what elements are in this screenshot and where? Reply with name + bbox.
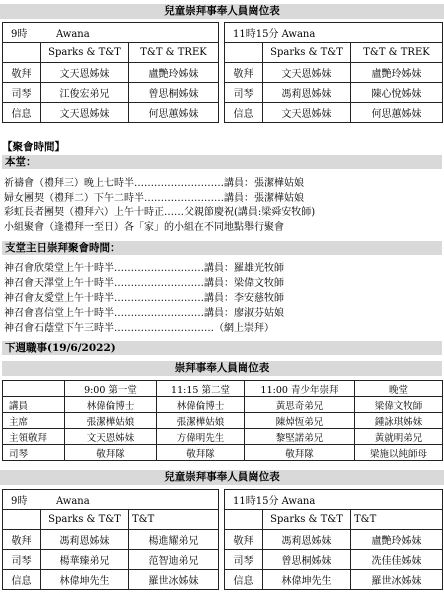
next-week-roster-table xyxy=(2,380,443,461)
role-label: 司琴 xyxy=(225,83,263,103)
col-header: 11:15 第二堂 xyxy=(157,381,245,397)
table-row xyxy=(3,550,443,570)
roster-cell: 方偉明先生 xyxy=(157,429,245,445)
col-header xyxy=(3,381,65,397)
top-children-roster-table xyxy=(2,22,443,123)
roster-cell: 冼佳佳姊妹 xyxy=(351,550,443,570)
roster-cell: 何思蕙姊妹 xyxy=(129,103,219,123)
roster-cell: 張潔樺姑娘 xyxy=(157,413,245,429)
roster-cell: 敬拜隊 xyxy=(157,445,245,461)
roster-cell: 楊華臻弟兄 xyxy=(41,550,129,570)
col-header: 11:00 青少年崇拜 xyxy=(245,381,355,397)
table-row xyxy=(3,429,443,445)
bottom-children-roster-table xyxy=(2,489,443,590)
roster-cell: 范智迪弟兄 xyxy=(129,550,219,570)
roster-cell: 林偉坤先生 xyxy=(263,570,351,590)
roster-cell: 張潔樺姑娘 xyxy=(65,413,157,429)
next-week-heading: 下週職事(19/6/2022) xyxy=(2,341,442,355)
empty-cell xyxy=(3,43,41,63)
roster-cell: 江俊宏弟兄 xyxy=(41,83,129,103)
role-label: 信息 xyxy=(225,570,263,590)
table-row xyxy=(3,397,443,413)
roster-cell: 敬拜隊 xyxy=(245,445,355,461)
roster-cell: 文天恩姊妹 xyxy=(41,63,129,83)
roster-cell: 文天恩姊妹 xyxy=(263,63,351,83)
role-label: 講員 xyxy=(3,397,65,413)
bottom-roster-title: 兒童崇拜事奉人員崗位表 xyxy=(0,470,444,485)
branch-line: 神召會欣榮堂上午十時半………………………講員：羅雄光牧師 xyxy=(4,263,284,274)
roster-cell: 文天恩姊妹 xyxy=(65,429,157,445)
roster-cell: 黎堅諾弟兄 xyxy=(245,429,355,445)
roster-cell: 羅世冰姊妹 xyxy=(129,570,219,590)
meeting-line: 小組聚會（逢禮拜一至日）各「家」的小組在不同地點舉行聚會 xyxy=(4,222,284,233)
table-row xyxy=(3,83,443,103)
roster-cell: 鍾詠琪姊妹 xyxy=(355,413,443,429)
top-left-session-header xyxy=(3,23,219,43)
branch-line: 神召會友愛堂上午十時半………………………講員：李安慈牧師 xyxy=(4,293,284,304)
roster-cell: 林偉坤先生 xyxy=(41,570,129,590)
table-row xyxy=(3,445,443,461)
roster-cell: 馮莉恩姊妹 xyxy=(263,530,351,550)
col-header-sparks: Sparks & T&T xyxy=(263,510,351,530)
roster-cell: 盧艷玲姊妹 xyxy=(129,63,219,83)
col-header-trek: T&T & TREK xyxy=(351,43,443,63)
roster-cell: 林偉倫博士 xyxy=(157,397,245,413)
roster-cell: 曾思桐姊妹 xyxy=(263,550,351,570)
role-label: 敬拜 xyxy=(3,63,41,83)
bottom-left-time: 9時 xyxy=(11,496,28,507)
branch-line: 神召會天澤堂上午十時半………………………講員：梁偉文牧師 xyxy=(4,278,284,289)
role-label: 司琴 xyxy=(3,445,65,461)
roster-cell: 陳心悅姊妹 xyxy=(351,83,443,103)
role-label: 信息 xyxy=(3,570,41,590)
empty-cell xyxy=(225,43,263,63)
main-hall-heading: 本堂： xyxy=(2,155,442,169)
roster-cell: 盧艷玲姊妹 xyxy=(351,63,443,83)
col-header-trek: T&T & TREK xyxy=(129,43,219,63)
col-header-sparks: Sparks & T&T xyxy=(263,43,351,63)
roster-cell: 曾思桐姊妹 xyxy=(129,83,219,103)
roster-cell: 羅世冰姊妹 xyxy=(351,570,443,590)
col-header-tt: T&T xyxy=(351,510,443,530)
roster-cell: 盧艷玲姊妹 xyxy=(351,530,443,550)
role-label: 主席 xyxy=(3,413,65,429)
branch-line: 神召會石蔭堂下午三時半…………………………（網上崇拜） xyxy=(4,323,274,334)
col-header: 晚堂 xyxy=(355,381,443,397)
bottom-left-program: Awana xyxy=(55,496,90,507)
col-header: 9:00 第一堂 xyxy=(65,381,157,397)
role-label: 敬拜 xyxy=(225,530,263,550)
role-label: 敬拜 xyxy=(3,530,41,550)
table-row xyxy=(3,63,443,83)
bottom-right-session-header: 11時15分 Awana xyxy=(225,490,443,510)
meeting-line: 婦女團契（禮拜二）下午二時半……………………講員：張潔樺姑娘 xyxy=(4,193,304,204)
meetings-heading: 【聚會時間】 xyxy=(2,141,65,153)
top-left-program: Awana xyxy=(55,29,90,40)
roster-cell: 楊進耀弟兄 xyxy=(129,530,219,550)
next-week-roster-title: 崇拜事奉人員崗位表 xyxy=(2,361,442,376)
top-roster-title: 兒童崇拜事奉人員崗位表 xyxy=(0,4,444,19)
roster-cell: 敬拜隊 xyxy=(65,445,157,461)
table-row xyxy=(3,570,443,590)
empty-cell xyxy=(3,510,41,530)
roster-cell: 陳焯恆弟兄 xyxy=(245,413,355,429)
col-header-sparks: Sparks & T&T xyxy=(41,43,129,63)
roster-cell: 梁偉文牧師 xyxy=(355,397,443,413)
role-label: 信息 xyxy=(225,103,263,123)
roster-cell: 黃就明弟兄 xyxy=(355,429,443,445)
table-row xyxy=(3,413,443,429)
roster-cell: 黃思奇弟兄 xyxy=(245,397,355,413)
col-header-tt: T&T xyxy=(129,510,219,530)
roster-cell: 馮莉恩姊妹 xyxy=(41,530,129,550)
meeting-line: 祈禱會（禮拜三）晚上七時半………………………講員：張潔樺姑娘 xyxy=(4,178,304,189)
empty-cell xyxy=(225,510,263,530)
roster-cell: 林偉倫博士 xyxy=(65,397,157,413)
roster-cell: 文天恩姊妹 xyxy=(41,103,129,123)
roster-cell: 文天恩姊妹 xyxy=(263,103,351,123)
table-row xyxy=(3,530,443,550)
top-left-time: 9時 xyxy=(11,29,28,40)
top-right-session-header: 11時15分 Awana xyxy=(225,23,443,43)
branch-line: 神召會喜信堂上午十時半………………………講員：廖淑芬姑娘 xyxy=(4,308,284,319)
roster-cell: 梁施以純師母 xyxy=(355,445,443,461)
roster-cell: 何思蕙姊妹 xyxy=(351,103,443,123)
role-label: 敬拜 xyxy=(225,63,263,83)
branch-heading: 支堂主日崇拜聚會時間： xyxy=(2,241,442,255)
table-row xyxy=(3,103,443,123)
role-label: 主領敬拜 xyxy=(3,429,65,445)
role-label: 司琴 xyxy=(225,550,263,570)
bottom-left-session-header xyxy=(3,490,219,510)
roster-cell: 馮莉恩姊妹 xyxy=(263,83,351,103)
role-label: 司琴 xyxy=(3,83,41,103)
role-label: 信息 xyxy=(3,103,41,123)
meeting-line: 彩虹長者團契（禮拜六）上午十時正……父親節慶祝(講員:梁舜安牧師) xyxy=(4,207,316,218)
col-header-sparks: Sparks & T&T xyxy=(41,510,129,530)
table-header-row xyxy=(3,381,443,397)
role-label: 司琴 xyxy=(3,550,41,570)
